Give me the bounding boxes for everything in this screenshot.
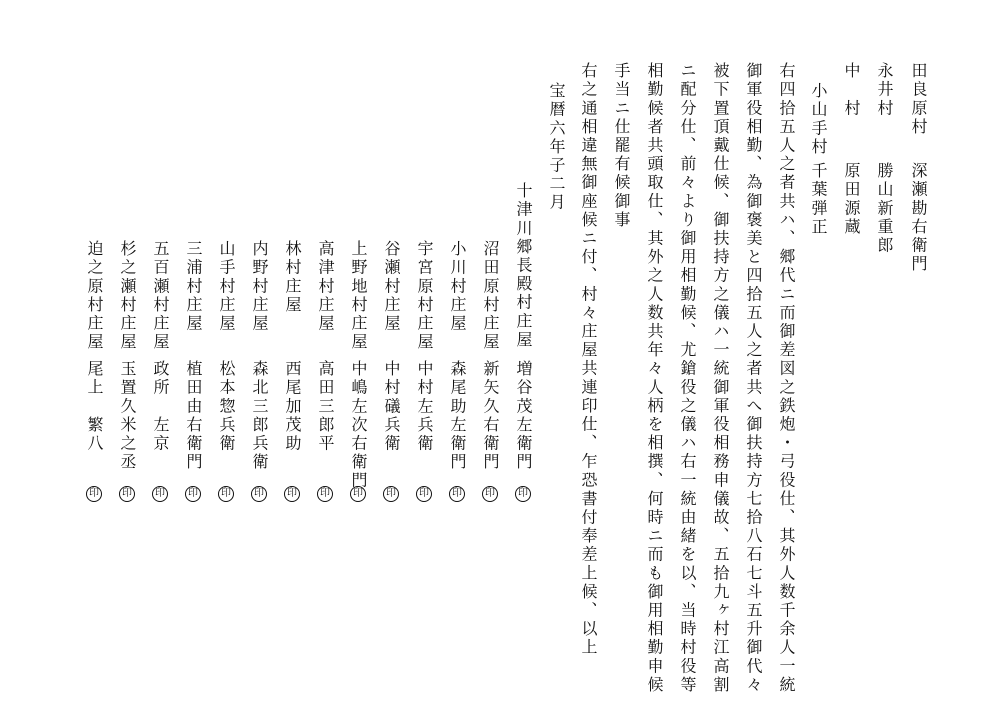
seal-mark-icon: 印 [284, 486, 300, 502]
bottom-signatory-village: 十津川郷長殿村庄屋 [514, 182, 533, 350]
seal-mark-icon: 印 [185, 486, 201, 502]
bottom-signatory-name: 中村礒兵衛 [382, 360, 401, 453]
seal-mark-icon: 印 [350, 486, 366, 502]
seal-mark-icon: 印 [86, 486, 102, 502]
top-signatory-village: 中 村 [842, 62, 861, 118]
bottom-signatory-name: 松本惣兵衛 [217, 360, 236, 453]
bottom-signatory-village: 林村庄屋 [283, 240, 302, 315]
bottom-signatory-village: 宇宮原村庄屋 [415, 240, 434, 352]
bottom-signatory-name: 西尾加茂助 [283, 360, 302, 453]
bottom-signatory-village: 沼田原村庄屋 [481, 240, 500, 352]
bottom-signatory-name: 中嶋左次右衛門 [349, 360, 368, 491]
top-signatory-name: 原田源蔵 [842, 162, 861, 237]
bottom-signatory-name: 尾上 繁八 [85, 360, 104, 453]
top-signatory-village: 永井村 [875, 62, 894, 118]
bottom-signatory-village: 五百瀬村庄屋 [151, 240, 170, 352]
bottom-signatory-village: 三浦村庄屋 [184, 240, 203, 333]
seal-mark-icon: 印 [482, 486, 498, 502]
bottom-signatory-name: 森北三郎兵衛 [250, 360, 269, 472]
bottom-signatory-village: 杉之瀬村庄屋 [118, 240, 137, 352]
body-line: 右之通相違無御座候ニ付、村々庄屋共連印仕、乍恐書付奉差上候、以上 [579, 62, 598, 658]
bottom-signatory-village: 小川村庄屋 [448, 240, 467, 333]
bottom-signatory-village: 山手村庄屋 [217, 240, 236, 333]
bottom-signatory-village: 上野地村庄屋 [349, 240, 368, 352]
seal-mark-icon: 印 [251, 486, 267, 502]
bottom-signatory-village: 高津村庄屋 [316, 240, 335, 333]
bottom-signatory-name: 中村左兵衛 [415, 360, 434, 453]
seal-mark-icon: 印 [515, 486, 531, 502]
top-signatory-name: 千葉弾正 [809, 162, 828, 237]
document-date: 宝暦六年子二月 [547, 82, 566, 213]
seal-mark-icon: 印 [317, 486, 333, 502]
seal-mark-icon: 印 [218, 486, 234, 502]
seal-mark-icon: 印 [119, 486, 135, 502]
body-line: 右四拾五人之者共ハ、郷代ニ而御差図之鉄炮・弓役仕、其外人数千余人一統 [777, 62, 796, 695]
seal-mark-icon: 印 [449, 486, 465, 502]
bottom-signatory-village: 谷瀬村庄屋 [382, 240, 401, 333]
top-signatory-name: 深瀬勘右衛門 [909, 162, 928, 274]
body-line: 御軍役相勤、為御褒美と四拾五人之者共へ御扶持方七拾八石七斗五升御代々 [744, 62, 763, 695]
top-signatory-village: 小山手村 [809, 82, 828, 157]
seal-mark-icon: 印 [152, 486, 168, 502]
body-line: ニ配分仕、前々より御用相勤候、尤鎗役之儀ハ右一統由緒を以、当時村役等 [678, 62, 697, 695]
body-line: 手当ニ仕罷有候御事 [612, 62, 631, 230]
body-line: 相勤候者共頭取仕、其外之人数共年々人柄を相撰、何時ニ而も御用相勤申候 [645, 62, 664, 695]
seal-mark-icon: 印 [383, 486, 399, 502]
top-signatory-name: 勝山新重郎 [875, 162, 894, 255]
bottom-signatory-name: 政所 左京 [151, 360, 170, 453]
bottom-signatory-name: 高田三郎平 [316, 360, 335, 453]
seal-mark-icon: 印 [416, 486, 432, 502]
body-line: 被下置頂戴仕候、御扶持方之儀ハ一統御軍役相務申儀故、五拾九ヶ村江高割 [711, 62, 730, 695]
bottom-signatory-name: 植田由右衛門 [184, 360, 203, 472]
bottom-signatory-name: 森尾助左衛門 [448, 360, 467, 472]
bottom-signatory-name: 新矢久右衛門 [481, 360, 500, 472]
bottom-signatory-village: 内野村庄屋 [250, 240, 269, 333]
bottom-signatory-name: 玉置久米之丞 [118, 360, 137, 472]
top-signatory-village: 田良原村 [909, 62, 928, 137]
bottom-signatory-village: 迫之原村庄屋 [85, 240, 104, 352]
bottom-signatory-name: 増谷茂左衛門 [514, 360, 533, 472]
